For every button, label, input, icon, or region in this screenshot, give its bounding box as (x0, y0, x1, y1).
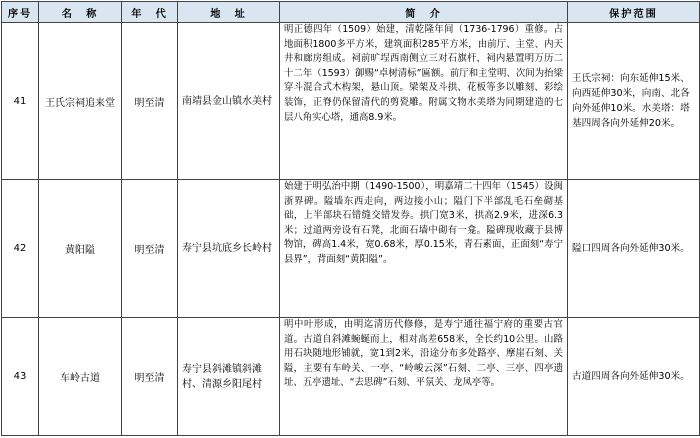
header-period: 年 代 (122, 2, 178, 23)
cell-scope: 隘口四周各向外延伸30米。 (568, 180, 700, 318)
cell-address: 南靖县金山镇水美村 (178, 23, 280, 180)
header-row (2, 2, 700, 23)
cell-intro: 始建于明弘治中期（1490-1500），明嘉靖二十四年（1545）设闽浙界碑。隘墙东西走向，两边接小山；隘门下半部乱毛石垒砌基础，上半部块石错缝交错发券。拱门宽3米，拱高2.9米，进深6.3米；过道两旁设有石凳，北面石墙中砌有一龛。隘碑现收藏于县博物馆，碑高1.4米，宽0.68米，厚0.15米，青石素面，正面刻“寿宁县界”，背面刻“黄阳隘”。 (280, 180, 568, 318)
cell-intro: 明正德四年（1509）始建，清乾隆年间（1736-1796）重修。占地面积1800多平方米，建筑面积285平方米，由前厅、主堂、内天井和廊房组成。祠前旷埕西南侧立三对石旗杆，祠内悬置明万历二十二年（1593）御赐“卓树清标”匾额。前厅和主堂明、次间为抬梁穿斗混合式木构架，悬山顶。梁架及斗拱、花板等多以雕刻、彩绘装饰，正脊仍保留清代的剪瓷雕。附属文物水美塔为同期建造的七层八角实心塔，通高8.9米。 (280, 23, 568, 180)
table-row (2, 23, 700, 180)
cell-intro: 明中叶形成，由明迄清历代修修，是寿宁通往福宁府的重要古官道。古道自斜滩蜿蜒而上，相对高差658米，全长约10公里。山路用石块随地形铺就，宽1到2米，沿途分布多处路亭、摩崖石刻、关隘，主要有车岭关、一亭、“岭峻云深”石刻、二亭、三亭、四亭遗址、五亭遗址、“去思碑”石刻、平氛关、龙凤亭等。 (280, 318, 568, 436)
cell-no: 42 (2, 180, 39, 318)
header-scope: 保护范围 (568, 2, 700, 23)
cell-period: 明至清 (122, 180, 178, 318)
cell-name: 黄阳隘 (39, 180, 122, 318)
table-row (2, 318, 700, 436)
header-intro: 简 介 (280, 2, 568, 23)
cell-name: 车岭古道 (39, 318, 122, 436)
cell-scope: 王氏宗祠：向东延伸15米、向西延伸30米，向南、北各向外延伸10米。水美塔：塔基四周各向外延伸20米。 (568, 23, 700, 180)
cell-name: 王氏宗祠追来堂 (39, 23, 122, 180)
cell-address: 寿宁县坑底乡长岭村 (178, 180, 280, 318)
cell-no: 41 (2, 23, 39, 180)
heritage-table (1, 1, 700, 436)
cell-address: 寿宁县斜滩镇斜滩村、清源乡阳尾村 (178, 318, 280, 436)
cell-period: 明至清 (122, 23, 178, 180)
header-no: 序号 (2, 2, 39, 23)
table-row (2, 180, 700, 318)
cell-period: 明至清 (122, 318, 178, 436)
header-address: 地 址 (178, 2, 280, 23)
cell-scope: 古道四周各向外延伸30米。 (568, 318, 700, 436)
header-name: 名 称 (39, 2, 122, 23)
cell-no: 43 (2, 318, 39, 436)
